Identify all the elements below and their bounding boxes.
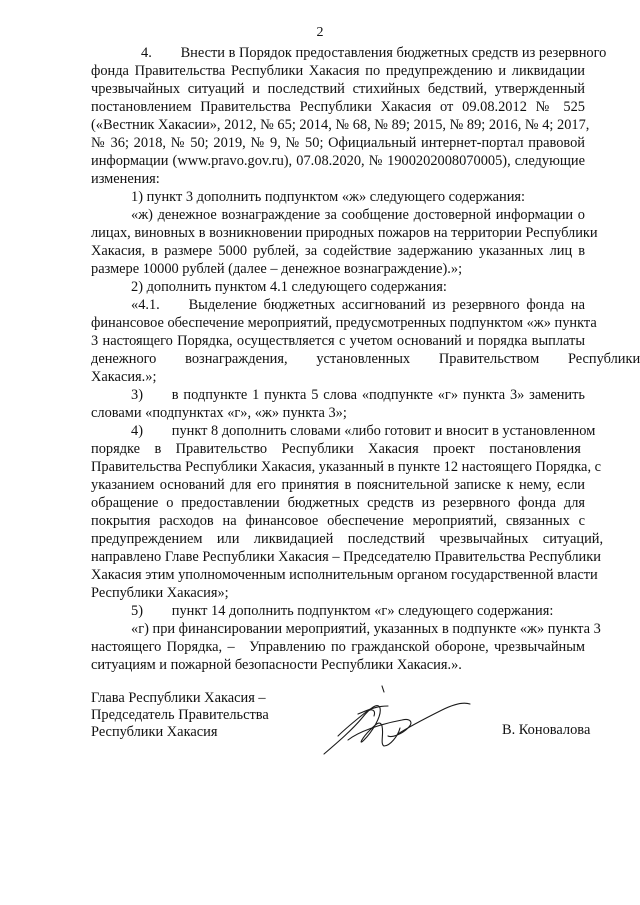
text-line: Хакасия, в размере 5000 рублей, за содействие задержанию указанных лиц в <box>91 243 585 259</box>
text-line: Хакасия этим уполномоченным исполнительным органом государственной власти <box>91 567 598 583</box>
signatory-position-line: Республики Хакасия <box>91 724 218 740</box>
text-line: 3) в подпункте 1 пункта 5 слова «подпункте «г» пункта 3» заменить <box>131 387 585 403</box>
text-line: информации (www.pravo.gov.ru), 07.08.2020, № 1900202008070005), следующие <box>91 153 585 169</box>
text-line: «ж) денежное вознаграждение за сообщение достоверной информации о <box>131 207 585 223</box>
text-line: («Вестник Хакасии», 2012, № 65; 2014, № 68, № 89; 2015, № 89; 2016, № 4; 2017, <box>91 117 590 133</box>
signatory-position-line: Председатель Правительства <box>91 707 269 723</box>
text-line: 2) дополнить пунктом 4.1 следующего содержания: <box>131 279 447 295</box>
text-line: «4.1. Выделение бюджетных ассигнований из резервного фонда на <box>131 297 585 313</box>
text-line: Республики Хакасия»; <box>91 585 229 601</box>
signatory-position-line: Глава Республики Хакасия – <box>91 690 266 706</box>
text-line: порядке в Правительство Республики Хакасия проект постановления <box>91 441 581 457</box>
text-line: настоящего Порядка, – Управлению по гражданской обороне, чрезвычайным <box>91 639 585 655</box>
text-line: словами «подпунктах «г», «ж» пункта 3»; <box>91 405 347 421</box>
text-line: покрытия расходов на финансовое обеспечение мероприятий, связанных с <box>91 513 585 529</box>
text-line: 1) пункт 3 дополнить подпунктом «ж» следующего содержания: <box>131 189 526 205</box>
signatory-position <box>91 690 269 741</box>
text-line: изменения: <box>91 171 160 187</box>
text-line: указанием оснований для его принятия в пояснительной записке к нему, если <box>91 477 585 493</box>
text-line: предупреждением или ликвидацией последствий чрезвычайных ситуаций, <box>91 531 604 547</box>
text-line: чрезвычайных ситуаций и последствий стихийных бедствий, утвержденный <box>91 81 585 97</box>
text-line: № 36; 2018, № 50; 2019, № 9, № 50; Официальный интернет-портал правовой <box>91 135 585 151</box>
text-line: размере 10000 рублей (далее – денежное вознаграждение).»; <box>91 261 463 277</box>
text-line: «г) при финансировании мероприятий, указанных в подпункте «ж» пункта 3 <box>131 621 601 637</box>
text-line: денежного вознаграждения, установленных Правительством Республики <box>91 351 640 367</box>
text-line: Хакасия.»; <box>91 369 157 385</box>
text-line: постановлением Правительства Республики Хакасия от 09.08.2012 № 525 <box>91 99 585 115</box>
text-line: 4. Внести в Порядок предоставления бюджетных средств из резервного <box>141 45 607 61</box>
signatory-name: В. Коноваловa <box>502 722 591 738</box>
handwritten-signature <box>318 680 498 760</box>
text-line: ситуациям и пожарной безопасности Республики Хакасия.». <box>91 657 462 673</box>
text-line: 3 настоящего Порядка, осуществляется с учетом оснований и порядка выплаты <box>91 333 585 349</box>
text-line: лицах, виновных в возникновении природных пожаров на территории Республики <box>91 225 598 241</box>
text-line: финансовое обеспечение мероприятий, предусмотренных подпунктом «ж» пункта <box>91 315 597 331</box>
text-line: фонда Правительства Республики Хакасия по предупреждению и ликвидации <box>91 63 585 79</box>
page-number: 2 <box>316 25 324 40</box>
text-line: направлено Главе Республики Хакасия – Председателю Правительства Республики <box>91 549 601 565</box>
text-line: Правительства Республики Хакасия, указанный в пункте 12 настоящего Порядка, с <box>91 459 602 475</box>
text-line: 4) пункт 8 дополнить словами «либо готовит и вносит в установленном <box>131 423 596 439</box>
text-line: обращение о предоставлении бюджетных средств из резервного фонда для <box>91 495 585 511</box>
text-line: 5) пункт 14 дополнить подпунктом «г» следующего содержания: <box>131 603 554 619</box>
